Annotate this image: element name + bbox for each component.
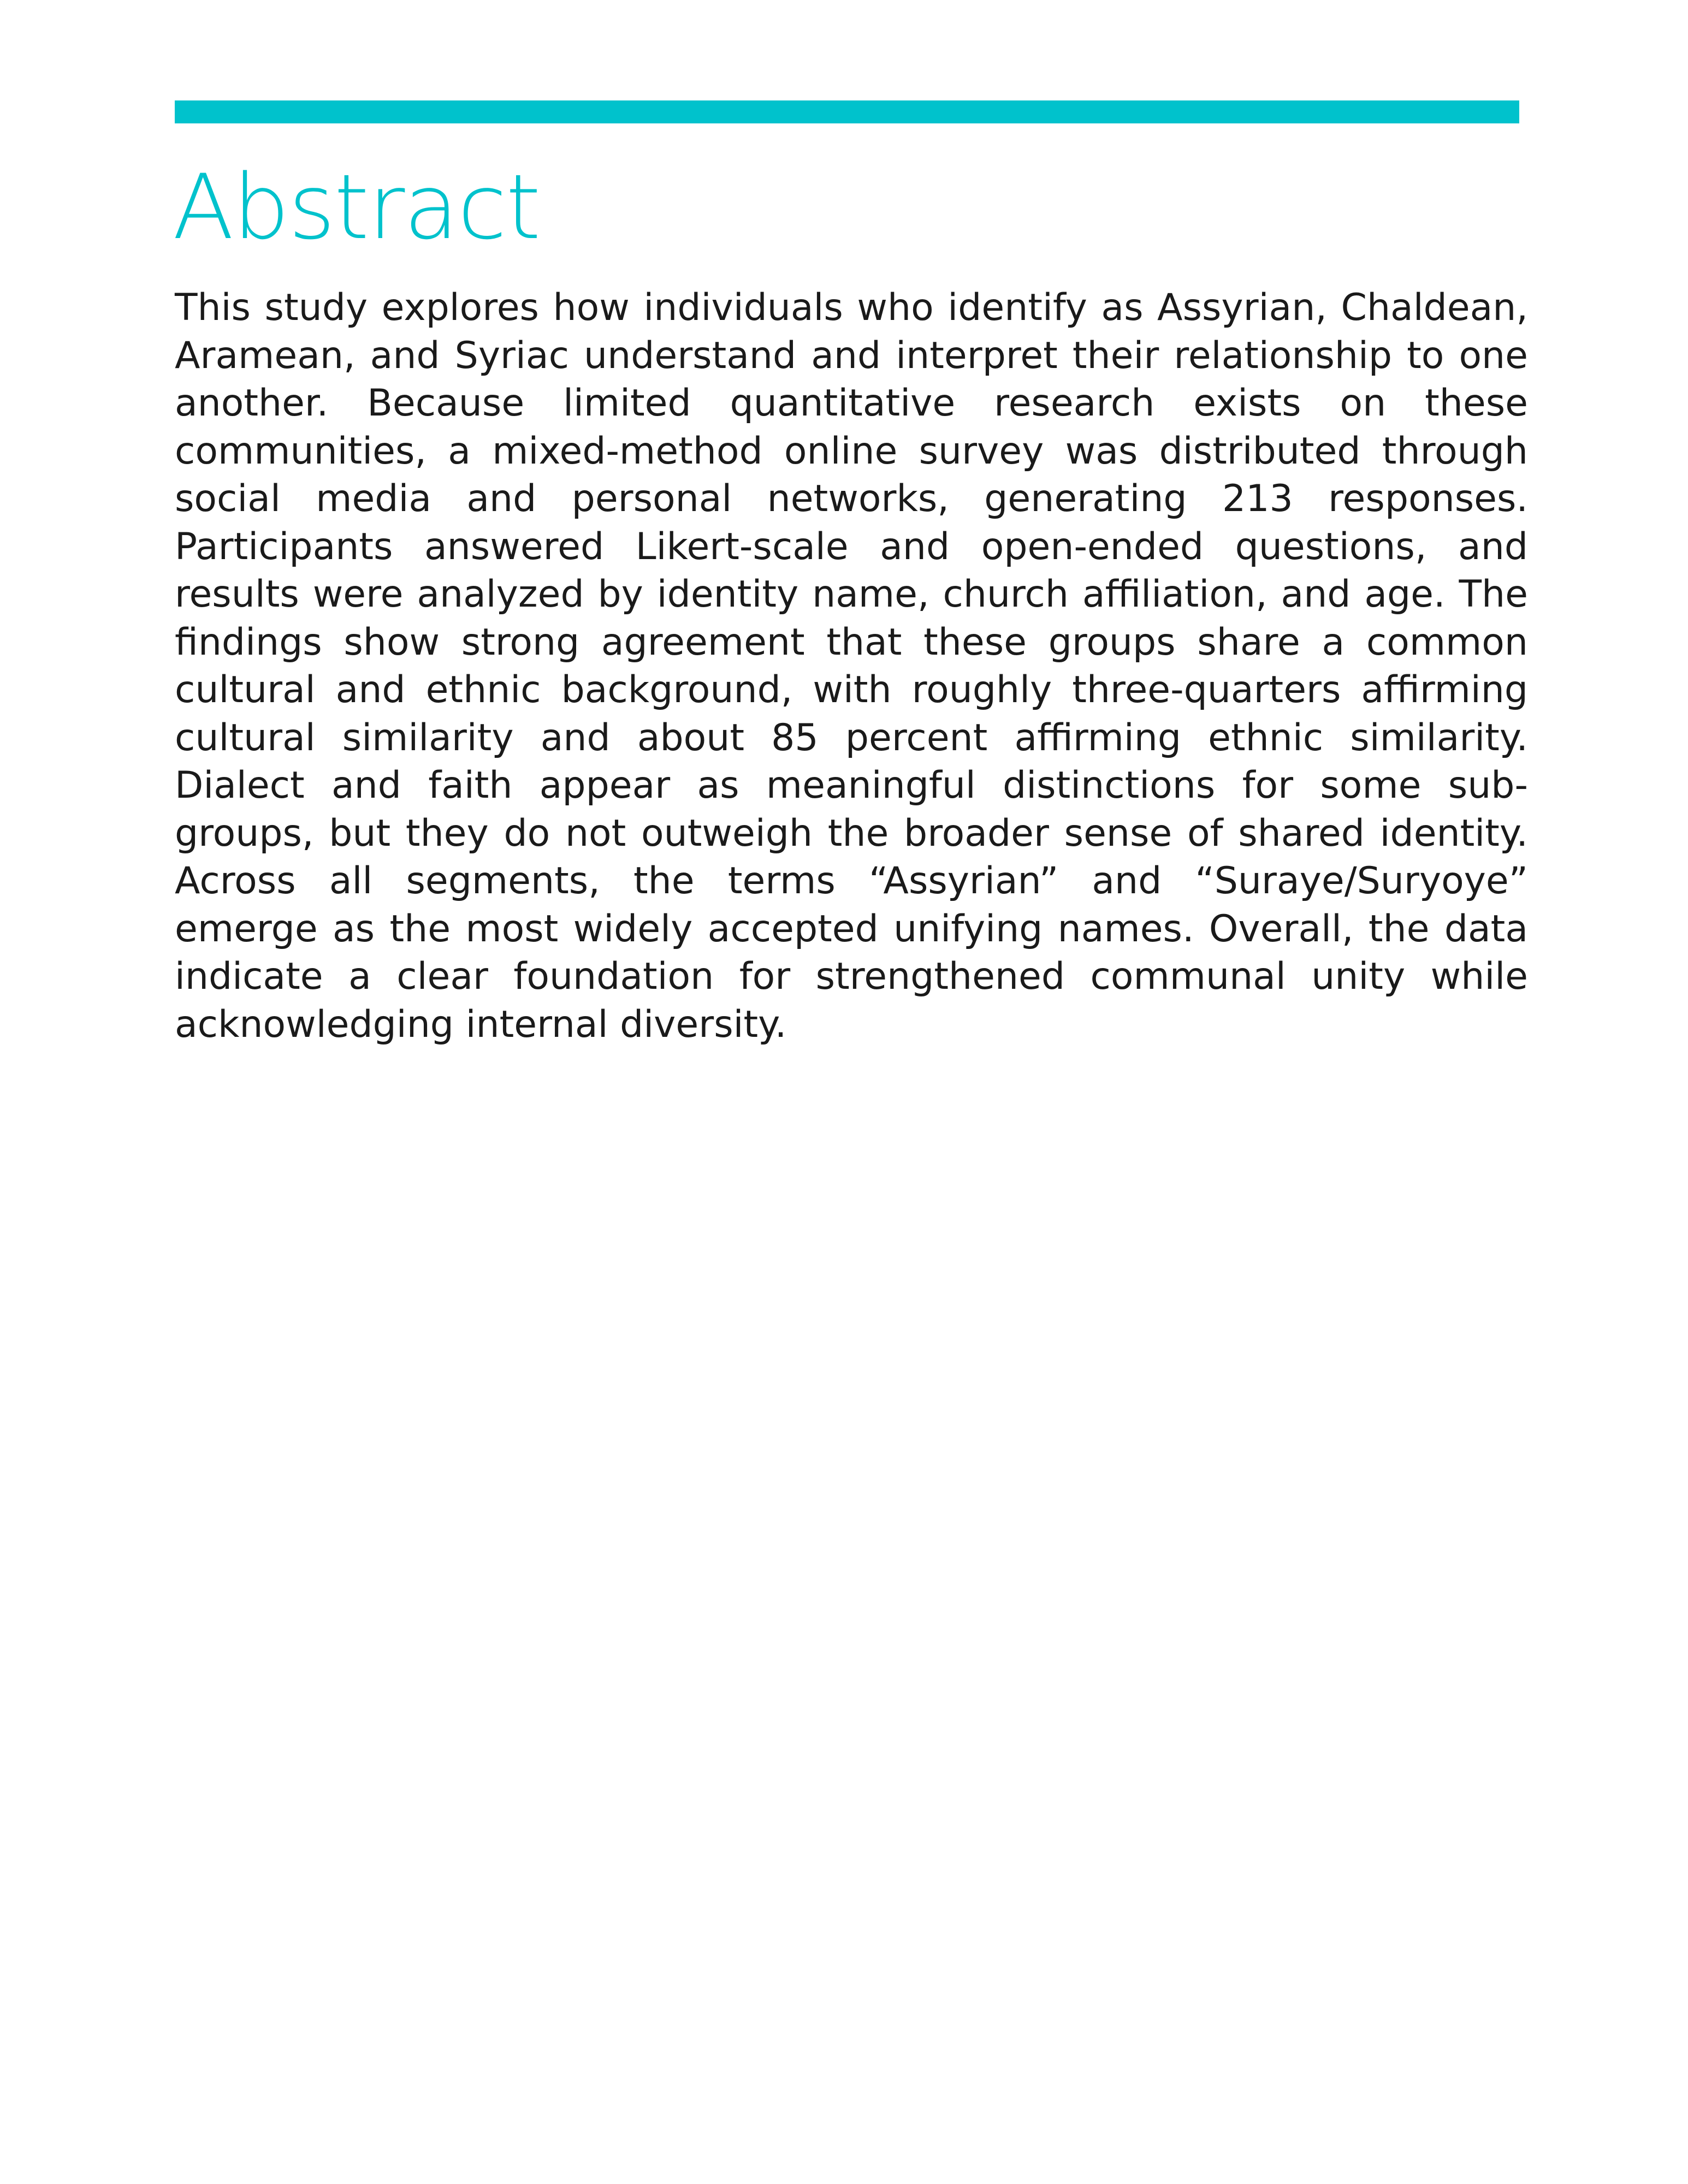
header-accent-bar: [175, 100, 1519, 123]
page-title: Abstract: [173, 155, 540, 259]
abstract-paragraph: This study explores how individuals who identify as Assyrian, Chaldean, Aramean, and Syriac understand and interpret their relationship to one another. Because limited quantitative research exists on these communities, a mixed-method online survey was distributed through social media and personal networks, generating 213 responses. Participants answered Likert-scale and open-ended questions, and results were analyzed by identity name, church affiliation, and age. The findings show strong agreement that these groups share a common cultural and ethnic background, with roughly three-quarters affirming cultural similarity and about 85 percent affirming ethnic similarity. Dialect and faith appear as meaningful distinctions for some sub-groups, but they do not outweigh the broader sense of shared identity. Across all segments, the terms “Assyrian” and “Suraye/Suryoye” emerge as the most widely accepted unifying names. Overall, the data indicate a clear foundation for strengthened communal unity while acknowledging internal diversity.: [175, 286, 1528, 1046]
